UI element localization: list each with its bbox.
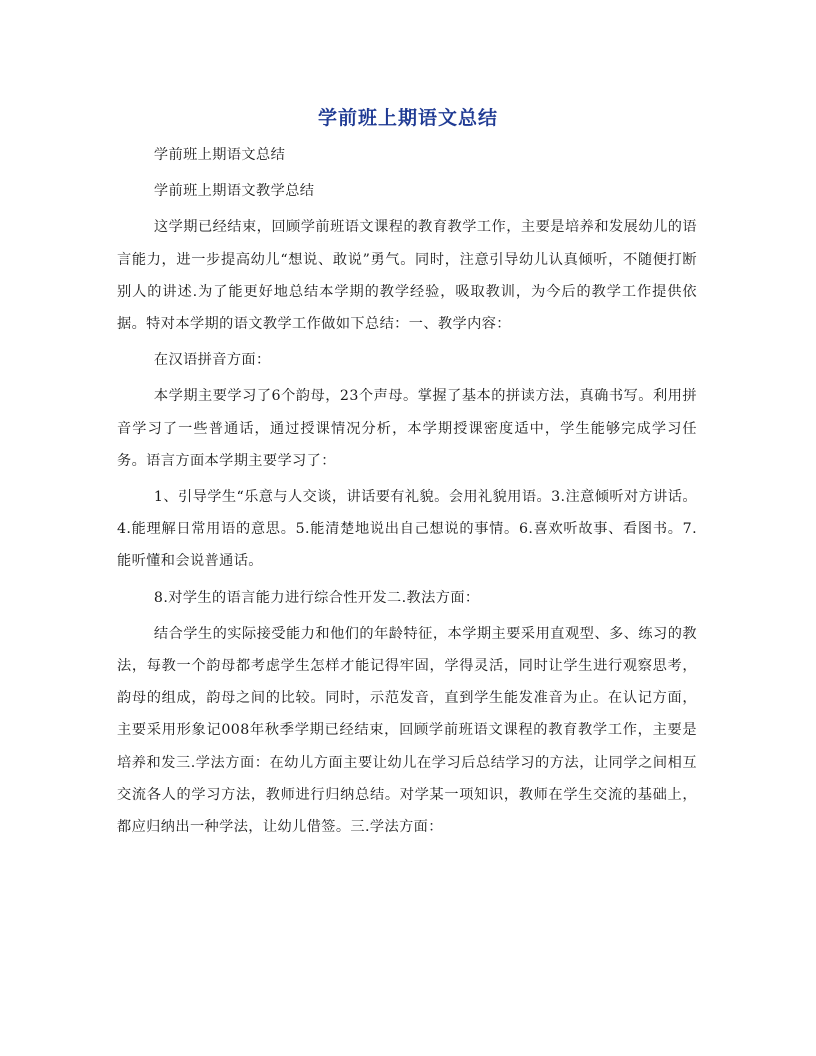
paragraph-teaching-method: 结合学生的实际接受能力和他们的年龄特征，本学期主要采用直观型、多、练习的教法，每教一个韵母都考虑学生怎样才能记得牢固，学得灵活，同时让学生进行观察思考，韵母的组成，韵母之间的比较。同时，示范发音，直到学生能发准音为止。在认记方面，主要采用形象记008年秋季学期已经结束，回顾学前班语文课程的教育教学工作，主要是培养和发三.学法方面：在幼儿方面主要让幼儿在学习后总结学习的方法，让同学之间相互交流各人的学习方法，教师进行归纳总结。对学某一项知识，教师在学生交流的基础上，都应归纳出一种学法，让幼儿借签。三.学法方面： (117, 625, 697, 836)
paragraph-pinyin-heading: 在汉语拼音方面： (153, 352, 271, 369)
paragraph-teaching-method-heading: 8.对学生的语言能力进行综合性开发二.教法方面： (153, 589, 480, 606)
paragraph-language-list: 1、引导学生“乐意与人交谈，讲话要有礼貌。会用礼貌用语。3.注意倾听对方讲话。4.能理解日常用语的意思。5.能清楚地说出自己想说的事情。6.喜欢听故事、看图书。7.能听懂和会说普通话。 (117, 489, 697, 570)
document-title: 学前班上期语文总结 (317, 107, 498, 129)
paragraph-intro: 这学期已经结束，回顾学前班语文课程的教育教学工作，主要是培养和发展幼儿的语言能力，进一步提高幼儿“想说、敢说”勇气。同时，注意引导幼儿认真倾听，不随便打断别人的讲述.为了能更好地总结本学期的教学经验，吸取教训，为今后的教学工作提供依据。特对本学期的语文教学工作做如下总结：一、教学内容： (117, 219, 697, 333)
paragraph-pinyin: 本学期主要学习了6个韵母，23个声母。掌握了基本的拼读方法，真确书写。利用拼音学习了一些普通话，通过授课情况分析，本学期授课密度适中，学生能够完成学习任务。语言方面本学期主要学习了： (117, 388, 697, 469)
document-body (117, 139, 697, 847)
paragraph-subtitle-2: 学前班上期语文教学总结 (153, 183, 315, 200)
paragraph-subtitle: 学前班上期语文总结 (153, 147, 286, 163)
